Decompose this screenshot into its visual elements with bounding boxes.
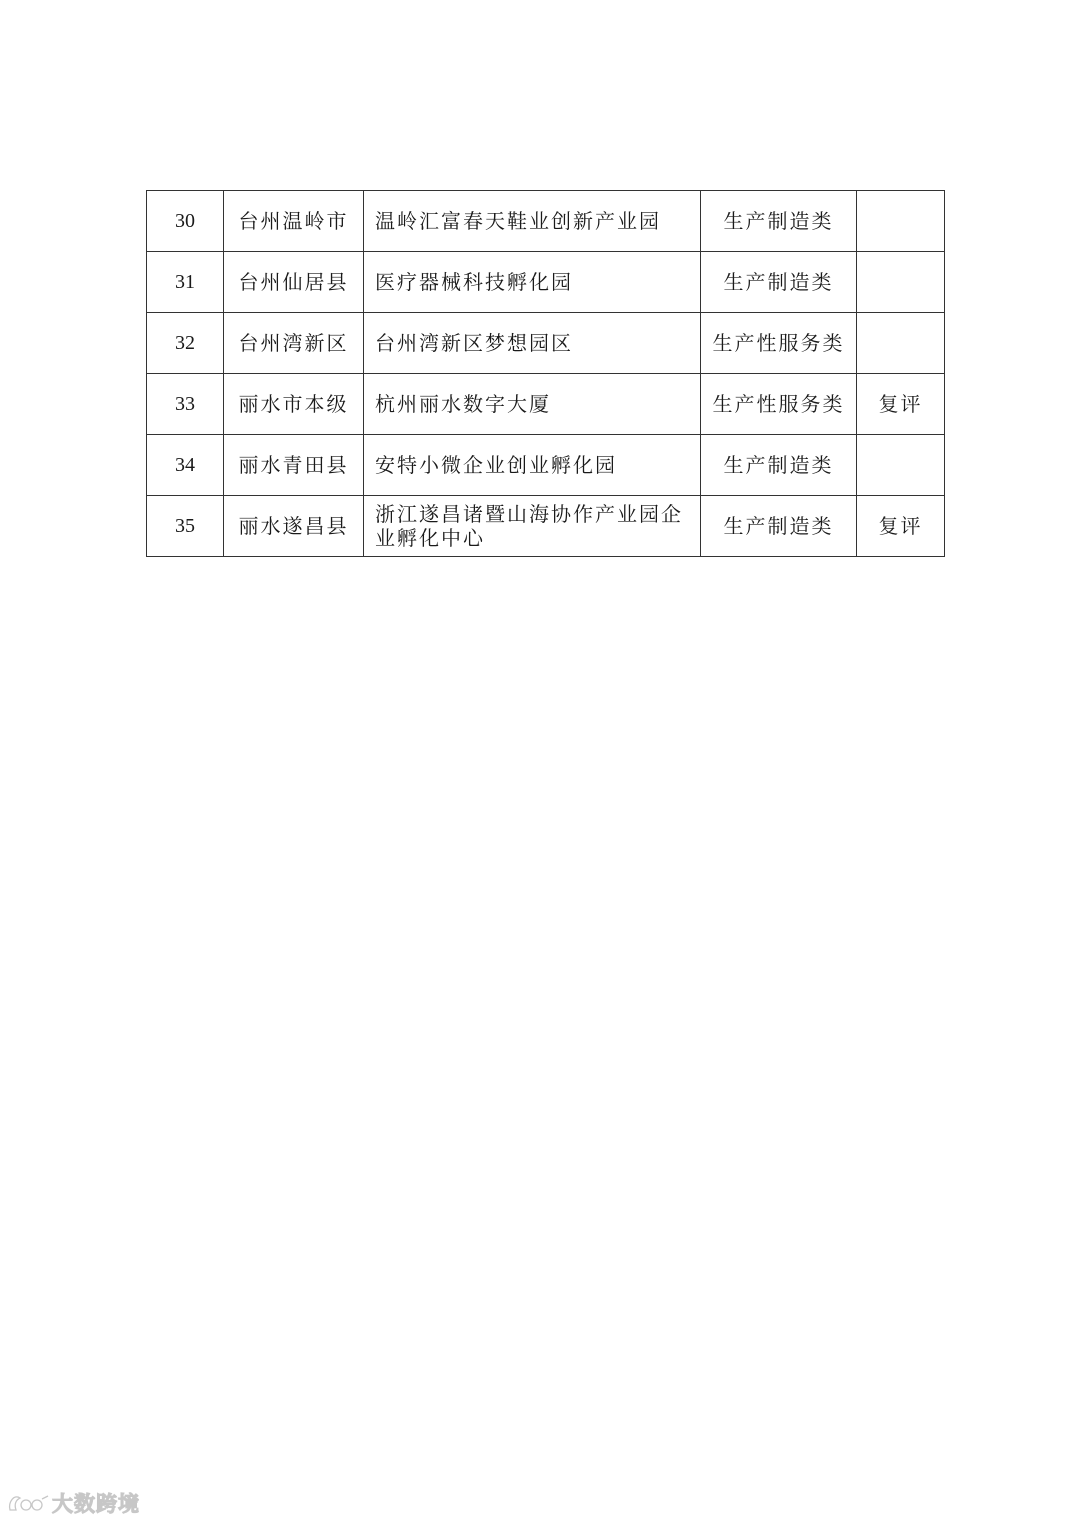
row-category: 生产制造类	[701, 252, 857, 313]
table-row	[147, 313, 945, 374]
row-category: 生产性服务类	[701, 374, 857, 435]
row-park-name: 浙江遂昌诸暨山海协作产业园企业孵化中心	[364, 496, 701, 557]
watermark	[6, 1488, 140, 1518]
row-number: 30	[147, 191, 224, 252]
incubator-table	[146, 190, 945, 557]
row-region: 丽水遂昌县	[224, 496, 364, 557]
row-region: 台州仙居县	[224, 252, 364, 313]
row-park-name: 台州湾新区梦想园区	[364, 313, 701, 374]
row-park-name: 温岭汇富春天鞋业创新产业园	[364, 191, 701, 252]
row-number: 35	[147, 496, 224, 557]
row-region: 丽水青田县	[224, 435, 364, 496]
row-note	[857, 435, 945, 496]
brand-logo-icon	[6, 1490, 50, 1516]
row-number: 32	[147, 313, 224, 374]
row-category: 生产制造类	[701, 435, 857, 496]
watermark-text: 大数跨境	[52, 1492, 140, 1516]
row-note	[857, 313, 945, 374]
row-number: 33	[147, 374, 224, 435]
row-category: 生产制造类	[701, 191, 857, 252]
row-region: 丽水市本级	[224, 374, 364, 435]
row-region: 台州湾新区	[224, 313, 364, 374]
table-row	[147, 252, 945, 313]
row-note: 复评	[857, 374, 945, 435]
table-row	[147, 191, 945, 252]
row-note	[857, 191, 945, 252]
row-note: 复评	[857, 496, 945, 557]
row-park-name: 医疗器械科技孵化园	[364, 252, 701, 313]
row-park-name: 安特小微企业创业孵化园	[364, 435, 701, 496]
row-number: 34	[147, 435, 224, 496]
row-region: 台州温岭市	[224, 191, 364, 252]
row-number: 31	[147, 252, 224, 313]
table-row	[147, 496, 945, 557]
table-row	[147, 435, 945, 496]
row-category: 生产性服务类	[701, 313, 857, 374]
row-category: 生产制造类	[701, 496, 857, 557]
row-park-name: 杭州丽水数字大厦	[364, 374, 701, 435]
table-row	[147, 374, 945, 435]
row-note	[857, 252, 945, 313]
